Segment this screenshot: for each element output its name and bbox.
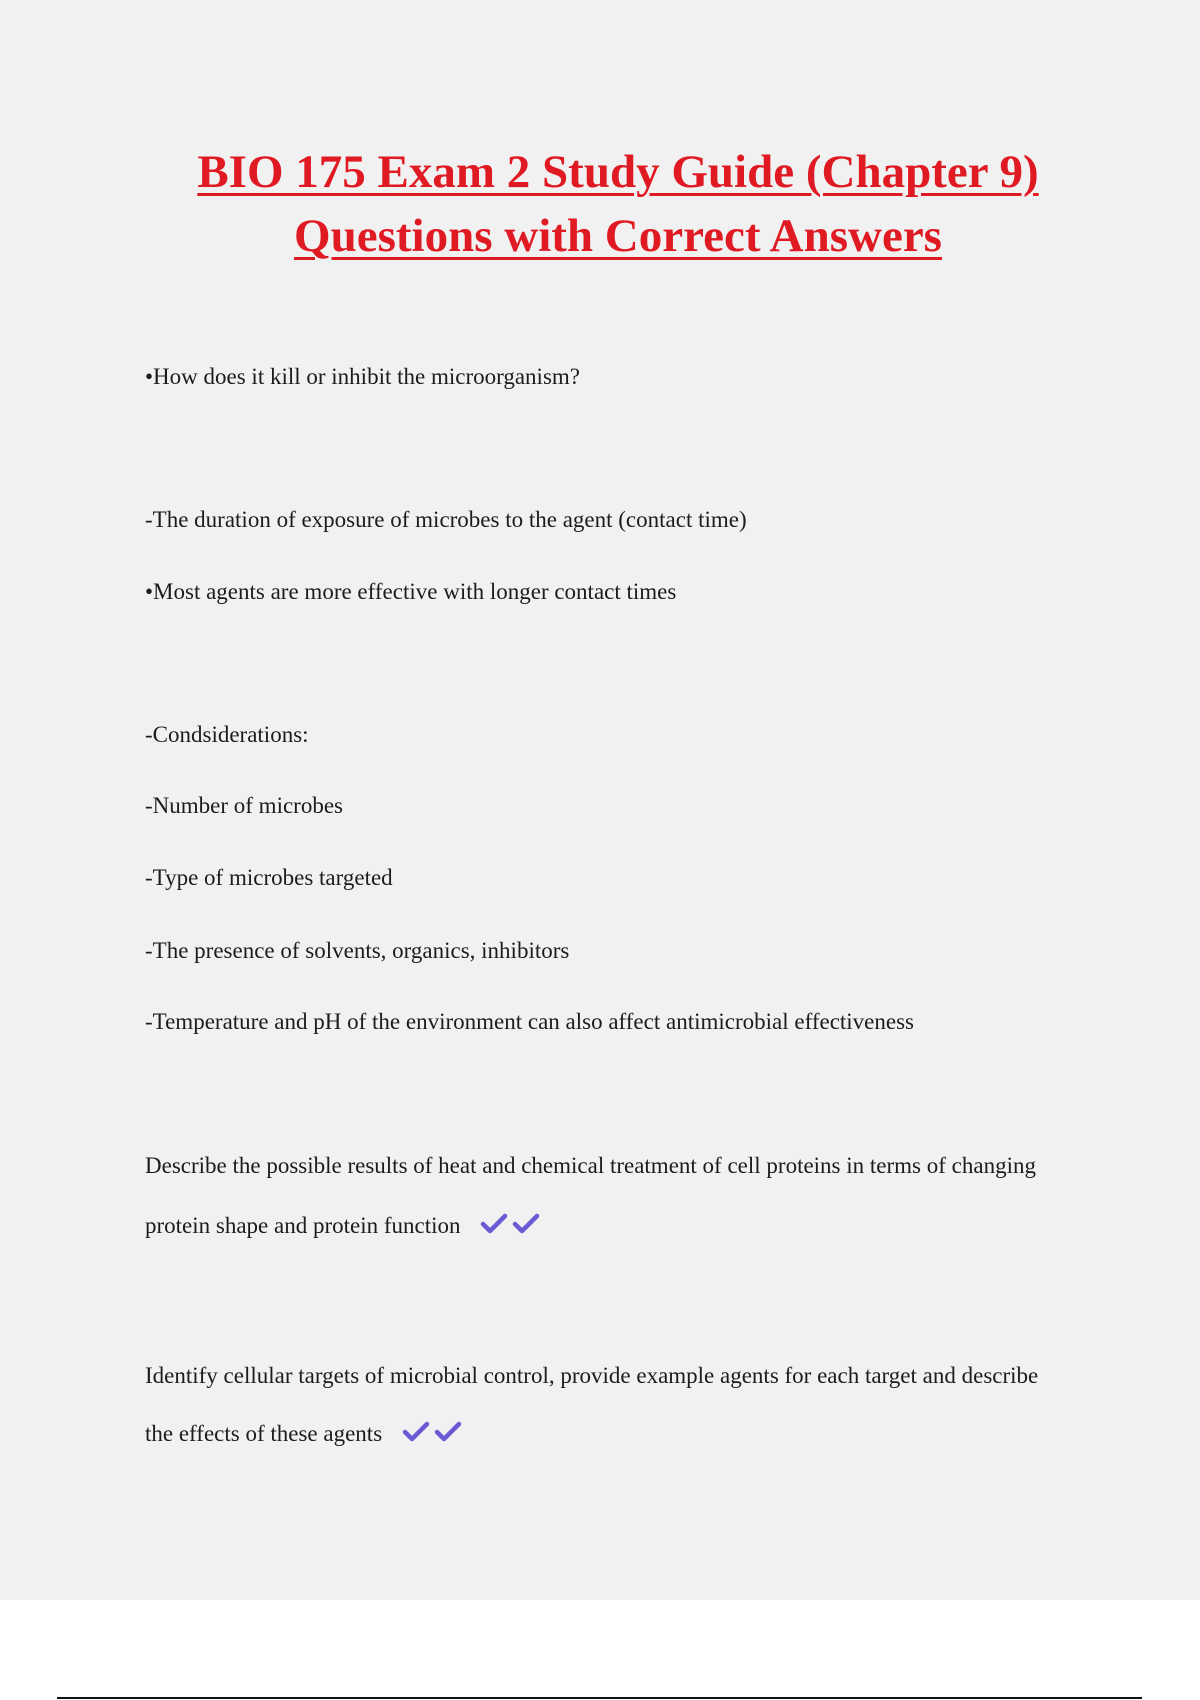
- checkmark-icon: [512, 1213, 540, 1235]
- footer-divider: [57, 1697, 1142, 1699]
- checkmark-icon: [402, 1421, 430, 1443]
- title-line-1: BIO 175 Exam 2 Study Guide (Chapter 9): [197, 146, 1039, 198]
- question-text: protein shape and protein function: [145, 1213, 461, 1238]
- question-line: Describe the possible results of heat and chemical treatment of cell proteins in terms of changing: [145, 1153, 1036, 1178]
- document-title: [0, 140, 1200, 268]
- answer-line: -The duration of exposure of microbes to the agent (contact time): [145, 507, 747, 532]
- answer-line: •Most agents are more effective with longer contact times: [145, 579, 677, 604]
- double-checkmark-icon: [402, 1421, 466, 1450]
- answer-line: -Type of microbes targeted: [145, 865, 393, 890]
- answer-line: -Temperature and pH of the environment can also affect antimicrobial effectiveness: [145, 1009, 914, 1034]
- question-line: Identify cellular targets of microbial control, provide example agents for each target and describe: [145, 1363, 1039, 1388]
- answer-line: -Number of microbes: [145, 793, 343, 818]
- answer-line: -Condsiderations:: [145, 722, 309, 747]
- question-line: [145, 1212, 544, 1242]
- checkmark-icon: [480, 1213, 508, 1235]
- double-checkmark-icon: [480, 1213, 544, 1242]
- checkmark-icon: [434, 1421, 462, 1443]
- question-line: [145, 1420, 466, 1450]
- question-text: the effects of these agents: [145, 1421, 383, 1446]
- question-line: •How does it kill or inhibit the microorganism?: [145, 364, 580, 389]
- answer-line: -The presence of solvents, organics, inhibitors: [145, 938, 570, 963]
- title-line-2: Questions with Correct Answers: [294, 210, 942, 262]
